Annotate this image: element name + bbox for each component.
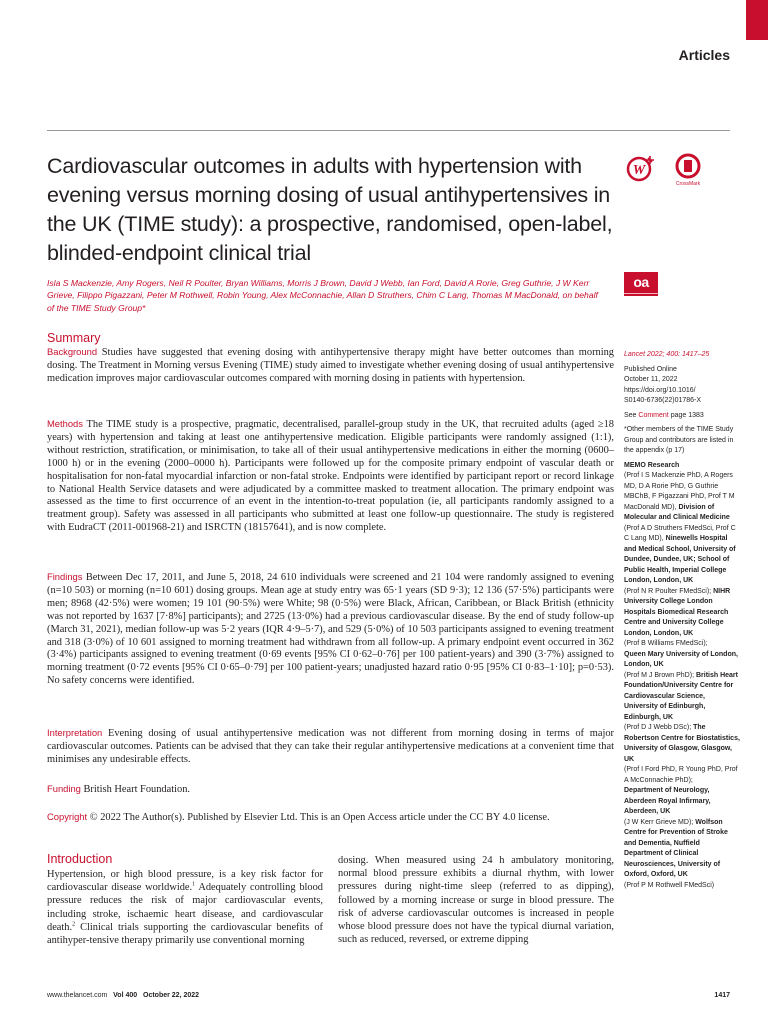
crossmark-icon[interactable] [670,152,706,188]
page-number: 1417 [714,992,730,999]
methods-text: The TIME study is a prospective, pragmatic, decentralised, parallel-group study in the UK, that recruited adults (aged ≥18 years) with hypertension and taking at least one antihypertensive medication. Eligible participants were randomly assigned (1:1), without restriction, stratification, or minimisation, to take all of their usual antihypertensive medications in either the morning (0600–1000 h) or in the evening (2000–0000 h). Participants were followed up for the composite primary endpoint of vascular death or hospitalisation for non-fatal myocardial infarction or non-fatal stroke. Endpoints were identified by participant report or record linkage to National Health Service datasets and were adjudicated by a committee masked to treatment allocation. The primary endpoint was assessed as the time to first occurrence of an event in the intention-to-treat population (ie, all participants randomly assigned to a treatment group). Safety was assessed in all participants who submitted at least one follow-up questionnaire. The study is registered with EudraCT (2011-001968-21) and ISRCTN (18157641), and is now complete. [47,419,615,534]
abstract-funding [47,783,614,797]
summary-heading: Summary [47,331,101,345]
findings-text: Between Dec 17, 2011, and June 5, 2018, 24 610 individuals were screened and 21 104 were randomly assigned to evening (n=10 503) or morning (n=10 601) dosing groups. Mean age at study entry was 65·1 years (SD 9·3); 12 136 (57·5%) participants were men; 8968 (42·5%) were women; 19 101 (90·5%) were White; 98 (0·5%) were Black, African, Caribbean, or Black British (ethnicity was not reported by 1637 [7·8%] participants); and 2725 (13·0%) had a previous cardiovascular disease. By the end of study follow-up (March 31, 2021), median follow-up was 5·2 years (IQR 4·9–5·7), and 529 (5·0%) of 10 503 participants assigned to evening treatment and 318 (3·0%) of 10 601 assigned to morning treatment had withdrawn from all follow-up. A primary endpoint event occurred in 362 (3·4%) participants assigned to evening treatment (0·69 events [95% CI 0·62–0·76] per 100 patient-years) and 390 (3·7%) assigned to morning treatment (0·72 events [95% CI 0·65–0·79] per 100 patient-years; unadjusted hazard ratio 0·95 [95% CI 0·83–1·10]; p=0·53). No safety concerns were identified. [47,572,614,687]
intro-column-right: dosing. When measured using 24 h ambulatory monitoring, normal blood pressure exhibits a diurnal rhythm, with lower pressures during night-time sleep (referred to as dipping), followed by a morning increase or surge in blood pressure. The risk of adverse cardiovascular outcomes is increased in people whose blood pressure does not have the typical diurnal variation, such as reduced, reversed, or extreme dipping [338,855,614,946]
background-label: Background [47,346,98,357]
abstract-findings [47,571,614,688]
copyright-label: Copyright [47,811,88,822]
article-title: Cardiovascular outcomes in adults with hypertension with evening versus morning dosing of usual antihypertensives in the UK (TIME study): a prospective, randomised, open-label, blinded-endpoint clinical trial [47,154,613,265]
abstract-interpretation [47,727,614,767]
volume: Vol 400 [113,992,138,999]
introduction-heading: Introduction [47,852,113,866]
methods-label: Methods [47,418,83,429]
published-date: October 11, 2022 [624,376,678,383]
abstract-copyright [47,811,614,825]
group-note: *Other members of the TIME Study Group and contributors are listed in the appendix (p 17) [624,426,734,454]
see-comment: See Comment page 1383 [624,411,704,419]
funding-label: Funding [47,783,81,794]
affiliations: MEMO Research (Prof I S Mackenzie PhD, A Rogers MD, D A Rorie PhD, G Guthrie MBChB, F Pigazzani PhD, Prof T M MacDonald MD), Division of Molecular and Clinical Medicine (Prof A D Struthers FMedSci, Prof C C Lang MD), Ninewells Hospital and Medical School, University of Dundee, Dundee, UK; School of Public Health, Imperial College London, London, UK (Prof N R Poulter FMedSci); NIHR University College London Hospitals Biomedical Research Centre and University College London, London, UK (Prof B Williams FMedSci); Queen Mary University of London, London, UK (Prof M J Brown PhD); British Heart Foundation/University Centre for Cardiovascular Science, University of Edinburgh, Edinburgh, UK (Prof D J Webb DSc); The Robertson Centre for Biostatistics, University of Glasgow, Glasgow, UK (Prof I Ford PhD, R Young PhD, Prof A McConnachie PhD); Department of Neurology, Aberdeen Royal Infirmary, Aberdeen, UK (J W Kerr Grieve MD); Wolfson Centre for Prevention of Stroke and Dementia, Nuffield Department of Clinical Neurosciences, University of Oxford, Oxford, UK (Prof P M Rothwell FMedSci) [624,461,740,889]
copyright-text: © 2022 The Author(s). Published by Elsevier Ltd. This is an Open Access article under the CC BY 4.0 license. [89,812,550,823]
footer-journal-info [47,992,199,999]
reference-2[interactable]: 2 [72,921,76,928]
reference-1[interactable]: 1 [192,881,196,888]
intro-column-left: Hypertension, or high blood pressure, is a key risk factor for cardiovascular disease worldwide.$^1$ Adequately controlling blood pressure reduces the risk of major cardiovascular events, including stroke, ischaemic heart disease, and cardiovascular death.$^2$ Clinical trials supporting the cardiovascular benefits of antihyper-tensive therapy primarily use conventional morning [47,869,323,947]
issue-date: October 22, 2022 [143,992,200,999]
open-access-badge [624,272,658,296]
header-rule [47,130,730,131]
crossmark-label: CrossMark [675,181,701,187]
abstract-background [47,346,614,386]
findings-label: Findings [47,571,83,582]
citation: Lancet 2022; 400: 1417–25 [624,351,710,358]
doi-line-2[interactable]: S0140-6736(22)01786-X [624,397,702,404]
comment-link[interactable]: Comment [638,411,669,419]
background-text: Studies have suggested that evening dosing with antihypertensive therapy might have better outcomes than morning dosing. The Treatment in Morning versus Evening (TIME) study aimed to investigate whether evening dosing of usual antihypertensive medication improves major cardiovascular outcomes compared with morning dosing in patients with hypertension. [47,347,614,384]
oa-label: oa [633,274,649,290]
funding-text: British Heart Foundation. [83,784,190,795]
published-online: Published Online [624,365,677,373]
abstract-methods [47,418,614,535]
interpretation-label: Interpretation [47,727,103,738]
sidebar-publication-info [624,350,740,891]
lancet-w-icon[interactable] [626,154,656,184]
corner-color-tab [746,0,768,40]
journal-site[interactable]: www.thelancet.com [47,992,108,999]
doi-line-1[interactable]: https://doi.org/10.1016/ [624,386,696,394]
author-list: Isla S Mackenzie, Amy Rogers, Neil R Poulter, Bryan Williams, Morris J Brown, David J Webb, Ian Ford, David A Rorie, Greg Guthrie, J W Kerr Grieve, Filippo Pigazzani, Peter M Rothwell, Robin Young, Alex McConnachie, Allan D Struthers, Chim C Lang, Thomas M MacDonald, on behalf of the TIME Study Group* [47,278,598,313]
interpretation-text: Evening dosing of usual antihypertensive medication was not different from morning dosing in terms of major cardiovascular outcomes. Patients can be advised that they can take their regular antihypertensive medications at a convenient time that minimises any undesirable effects. [47,728,614,765]
section-label: Articles [678,47,730,63]
svg-text:W: W [632,163,646,178]
